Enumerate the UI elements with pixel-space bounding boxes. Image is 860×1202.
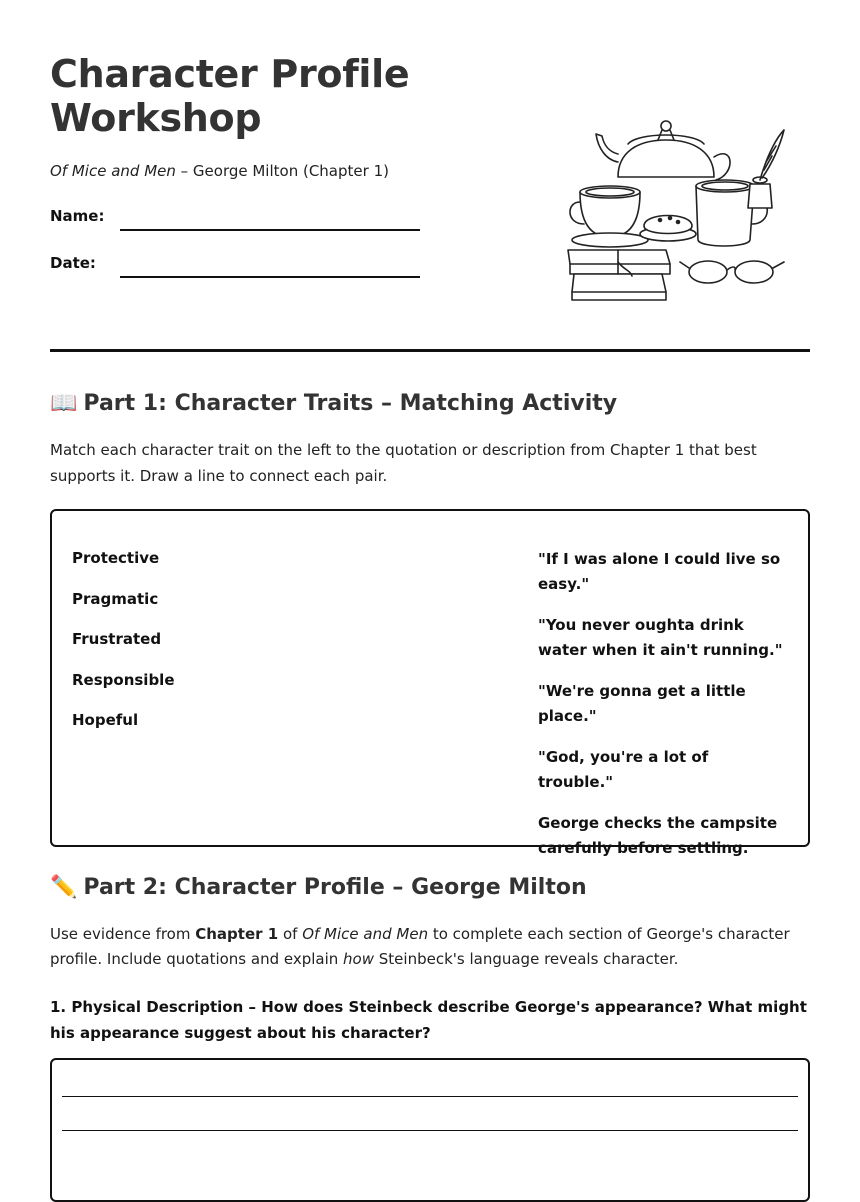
section-divider: [50, 349, 810, 352]
pencil-icon: ✏️: [50, 875, 78, 900]
page-title: Character Profile Workshop: [50, 52, 410, 140]
part1-instructions: Match each character trait on the left to the quotation or description from Chapter 1 that best supports it. Draw a line to connect each pair.: [50, 441, 757, 485]
date-field[interactable]: [50, 254, 430, 284]
intro-text: Steinbeck's language reveals character.: [374, 950, 679, 968]
answer-line: [62, 1096, 798, 1097]
part1-heading: [50, 389, 617, 419]
part2-intro: [50, 922, 810, 972]
answer-box-1[interactable]: [50, 1058, 810, 1202]
part2-heading-text: Part 2: Character Profile – George Milton: [83, 875, 587, 900]
quote-list: [538, 547, 788, 877]
name-label: Name:: [50, 207, 105, 225]
trait-item[interactable]: Protective: [72, 549, 160, 567]
trait-item[interactable]: Hopeful: [72, 711, 139, 729]
trait-item[interactable]: Frustrated: [72, 630, 162, 648]
part2-heading: [50, 873, 587, 903]
book-title: Of Mice and Men: [50, 162, 176, 180]
quote-item[interactable]: "We're gonna get a little place.": [538, 682, 746, 725]
intro-book-title: Of Mice and Men: [302, 925, 429, 943]
part1-heading-text: Part 1: Character Traits – Matching Activity: [83, 391, 618, 416]
intro-text: Use evidence from: [50, 925, 196, 943]
quote-item[interactable]: George checks the campsite carefully before settling.: [538, 814, 778, 857]
quote-item[interactable]: "If I was alone I could live so easy.": [538, 550, 781, 593]
quote-item[interactable]: "You never oughta drink water when it ain't running.": [538, 616, 783, 659]
trait-list: [72, 547, 175, 750]
intro-text: to complete each section of George's character profile. Include quotations and explain: [50, 925, 790, 968]
date-label: Date:: [50, 254, 96, 272]
name-field[interactable]: [50, 207, 430, 237]
answer-line: [62, 1130, 798, 1131]
teapot-cups-books-glasses-illustration: [558, 112, 790, 308]
subtitle-rest: – George Milton (Chapter 1): [175, 162, 389, 180]
date-line[interactable]: [120, 276, 420, 278]
book-icon: 📖: [50, 391, 78, 416]
intro-bold-chapter: Chapter 1: [195, 925, 279, 943]
trait-item[interactable]: Pragmatic: [72, 589, 159, 608]
name-line[interactable]: [120, 229, 420, 231]
page-subtitle: [50, 160, 389, 182]
intro-italic-how: how: [343, 950, 374, 968]
intro-text: of: [278, 925, 303, 943]
trait-item[interactable]: Responsible: [72, 670, 175, 689]
question-1: 1. Physical Description – How does Steinbeck describe George's appearance? What might his appearance suggest about his character?: [50, 998, 807, 1042]
matching-activity-box: [50, 509, 810, 857]
quote-item[interactable]: "God, you're a lot of trouble.": [538, 748, 709, 791]
